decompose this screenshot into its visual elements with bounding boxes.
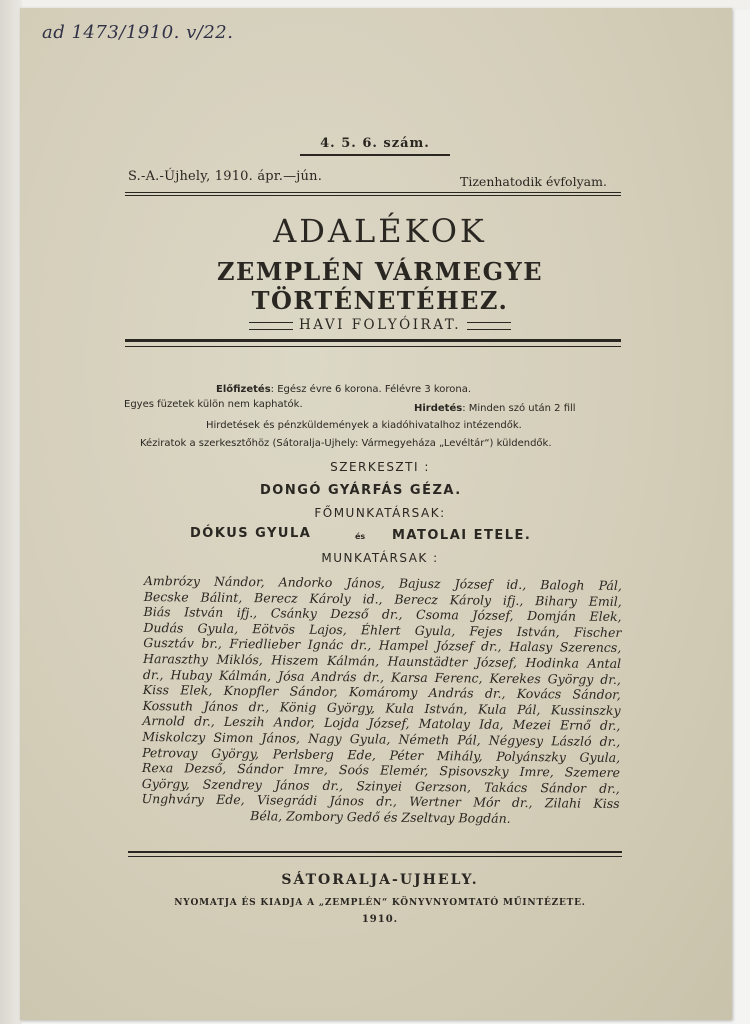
ads-line xyxy=(414,403,576,414)
title-double-rule-top xyxy=(125,339,621,342)
periodical-label xyxy=(240,317,520,333)
printer-line: NYOMATJA ÉS KIADJA A „ZEMPLÉN“ KÖNYVNYOMTATÓ MŰINTÉZETE. xyxy=(174,898,586,908)
subscription-line xyxy=(216,384,471,395)
ornament-dash-left xyxy=(249,322,293,330)
collaborators-line: Haraszthy Miklós, Hiszem Kálmán, Haunstädter József, Hodinka Antal xyxy=(143,650,622,671)
imprint-double-rule-bottom xyxy=(128,856,622,857)
main-collaborator-2: MATOLAI ETELE. xyxy=(392,528,532,543)
collaborators-line: Biás István ifj., Csánky Dezső dr., Csoma József, Domján Elek, xyxy=(143,604,622,625)
single-issues-note: Egyes füzetek külön nem kaphatók. xyxy=(124,399,303,410)
title-double-rule-bottom xyxy=(125,346,621,347)
collaborators-line: Arnold dr., Leszih Andor, Lojda József, Matolay Ida, Mezei Ernő dr., xyxy=(142,713,621,734)
editor-name: DONGÓ GYÁRFÁS GÉZA. xyxy=(260,483,462,498)
publication-year: 1910. xyxy=(361,914,399,925)
masthead-rule-secondary xyxy=(125,195,621,196)
masthead-rule xyxy=(125,192,621,193)
collaborators-line: Gusztáv br., Friedlieber Ignác dr., Hampel József dr., Halasy Szerencs, xyxy=(143,635,622,656)
periodical-text: HAVI FOLYÓIRAT. xyxy=(298,317,462,333)
collaborators-list xyxy=(141,573,622,827)
journal-title: ADALÉKOK xyxy=(273,212,487,250)
collaborators-line-last: Béla, Zombory Gedő és Zseltvay Bogdán. xyxy=(250,808,511,826)
collaborators-label: MUNKATÁRSAK : xyxy=(321,551,439,565)
imprint-double-rule-top xyxy=(128,851,622,853)
collaborators-line: Becske Bálint, Berecz Károly id., Berecz Károly ifj., Bihary Emil, xyxy=(143,588,622,609)
collaborators-line: Miskolczy Simon János, Nagy Gyula, Németh Pál, Négyesy László dr., xyxy=(142,728,621,749)
handwritten-catalog-note: ad 1473/1910. v/22. xyxy=(42,22,234,43)
ornament-dash-right xyxy=(467,322,511,330)
collaborators-line: Dudás Gyula, Eötvös Lajos, Éhlert Gyula, Fejes István, Fischer xyxy=(143,619,622,640)
ads-payments-note: Hirdetések és pénzküldemények a kiadóhivatalhoz intézendők. xyxy=(206,420,522,431)
collaborators-line: Kossuth János dr., König György, Kula István, Kula Pál, Kussinszky xyxy=(142,697,621,718)
collaborators-line: György, Szendrey János dr., Szinyei Gerzson, Takács Sándor dr., xyxy=(141,775,620,796)
publisher-place: SÁTORALJA-UJHELY. xyxy=(281,872,479,888)
journal-subtitle: ZEMPLÉN VÁRMEGYE TÖRTÉNETÉHEZ. xyxy=(217,257,543,315)
ads-label: Hirdetés xyxy=(414,403,463,414)
subscription-label: Előfizetés xyxy=(216,384,271,395)
place-date: S.-A.-Újhely, 1910. ápr.—jún. xyxy=(128,169,323,184)
collaborators-line: Petrovay György, Perlsberg Ede, Péter Mihály, Polyánszky Gyula, xyxy=(142,744,621,765)
journal-cover-page xyxy=(20,8,732,1020)
manuscripts-note: Kéziratok a szerkesztőhöz (Sátoralja-Ujhely: Vármegyeháza „Levéltár“) küldendők. xyxy=(140,438,552,449)
editor-label: SZERKESZTI : xyxy=(330,460,430,474)
collaborators-line: dr., Hubay Kálmán, Jósa András dr., Karsa Ferenc, Kerekes György dr., xyxy=(142,666,621,687)
collaborators-line: Unghváry Ede, Visegrádi János dr., Wertner Mór dr., Zilahi Kiss xyxy=(141,791,620,812)
collaborators-line: Rexa Dezső, Sándor Imre, Soós Elemér, Spisovszky Imre, Szemere xyxy=(141,760,621,781)
issue-number: 4. 5. 6. szám. xyxy=(300,136,450,156)
conjunction-and: és xyxy=(355,532,366,541)
ads-text: : Minden szó után 2 fill xyxy=(462,403,576,414)
subscription-text: : Egész évre 6 korona. Félévre 3 korona. xyxy=(270,384,472,395)
main-collaborator-1: DÓKUS GYULA xyxy=(190,526,312,541)
collaborators-line: Kiss Elek, Knopfler Sándor, Komáromy András dr., Kovács Sándor, xyxy=(142,682,621,703)
main-collaborators-label: FŐMUNKATÁRSAK: xyxy=(314,506,446,520)
scan-background-left xyxy=(0,0,22,1024)
volume-label: Tizenhatodik évfolyam. xyxy=(460,174,607,189)
collaborators-line: Ambrózy Nándor, Andorko János, Bajusz József id., Balogh Pál, xyxy=(143,573,622,594)
